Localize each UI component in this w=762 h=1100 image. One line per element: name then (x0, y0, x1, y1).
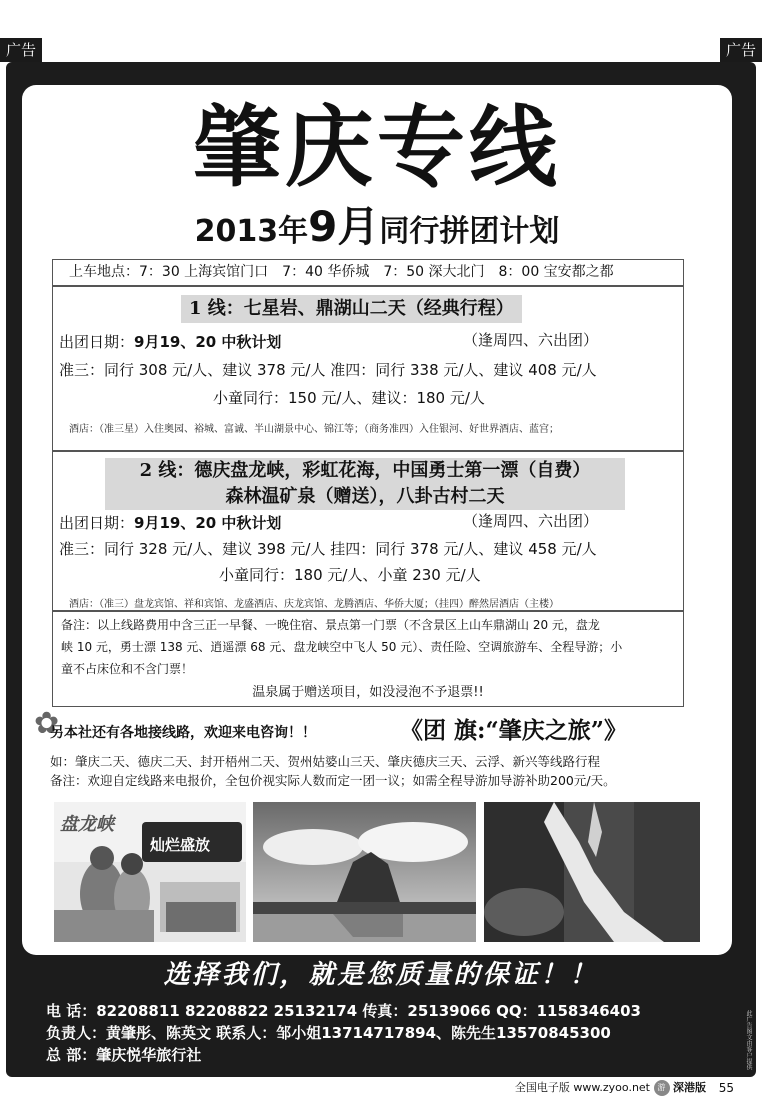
route-1 (52, 286, 684, 451)
route-2-title-line2: 森林温矿泉（赠送），八卦古村二天 (225, 486, 505, 507)
route-1-title: 1 线：七星岩、鼎湖山二天（经典行程） (181, 295, 522, 323)
route-2-date (59, 512, 281, 534)
contact-headquarters: 总 部：肇庆悦华旅行社 (46, 1046, 202, 1064)
slogan: 选择我们，就是您质量的保证！！ (163, 960, 599, 990)
route-1-date (59, 331, 281, 353)
page-title: 肇庆专线 (192, 95, 561, 199)
note-line-3: 童不占床位和不含门票！ (61, 662, 194, 676)
photo-banner-text: 灿烂盛放 (150, 836, 211, 854)
route-2 (52, 451, 684, 611)
route-2-prices: 准三：同行 328 元/人、建议 398 元/人 挂四：同行 378 元/人、建议 458 元/人 (59, 540, 597, 558)
route-2-hotel: 酒店：（准三）盘龙宾馆、祥和宾馆、龙盛酒店、庆龙宾馆、龙腾酒店、华侨大厦；（挂四）醉然居酒店（主楼） (69, 599, 559, 610)
footer-region: 深港版 (673, 1081, 706, 1094)
route-2-title-line1: 2 线：德庆盘龙峡，彩虹花海，中国勇士第一漂（自费） (139, 460, 591, 481)
photo-waterfall (484, 802, 700, 942)
side-note: 此广告图文由客户提供 (745, 1010, 752, 1070)
route-1-child-price: 小童同行：150 元/人、建议：180 元/人 (213, 389, 485, 407)
route-2-schedule: （逢周四、六出团） (463, 512, 599, 530)
info-remark: 备注：欢迎自定线路来电报价，全包价视实际人数而定一团一议；如需全程导游加导游补助200元/天。 (50, 773, 616, 788)
route-2-child-price: 小童同行：180 元/人、小童 230 元/人 (219, 566, 481, 584)
note-line-4: 温泉属于赠送项目，如没浸泡不予退票!! (252, 685, 484, 700)
route-1-date-value: 9月19、20 中秋计划 (134, 333, 282, 351)
butterfly-icon: ✿ (34, 706, 60, 741)
route-1-prices: 准三：同行 308 元/人、建议 378 元/人 准四：同行 338 元/人、建议 408 元/人 (59, 361, 597, 379)
subtitle-month: 9月 (308, 202, 380, 251)
info-routes: 如：肇庆二天、德庆二天、封开梧州二天、贺州姑婆山三天、肇庆德庆三天、云浮、新兴等线路行程 (50, 754, 601, 769)
route-2-title (105, 458, 625, 510)
subtitle-text: 同行拼团计划 (379, 214, 560, 249)
route-1-schedule: （逢周四、六出团） (463, 331, 599, 349)
photo-brand: 盘龙峡 (60, 814, 114, 835)
contact-person: 负责人：黄肇彤、陈英文 联系人：邹小姐13714717894、陈先生13570845300 (46, 1024, 611, 1042)
footer-edition[interactable]: 全国电子版 www.zyoo.net (514, 1081, 650, 1094)
note-line-1: 备注：以上线路费用中含三正一早餐、一晚住宿、景点第一门票（不含景区上山车鼎湖山 20 元，盘龙 (61, 618, 600, 632)
promo-message: 另本社还有各地接线路，欢迎来电咨询！！ (50, 725, 316, 741)
promo-row (34, 706, 734, 748)
contact-phone: 电 话：82208811 82208822 25132174 传真：25139066 QQ：1158346403 (46, 1002, 641, 1020)
ad-label-right: 广告 (720, 38, 762, 62)
photo-panlongxia (54, 802, 246, 942)
route-2-date-label: 出团日期： (59, 514, 135, 532)
tour-flag-name: 《团 旗:“肇庆之旅”》 (400, 717, 627, 744)
fee-note (52, 611, 684, 707)
footer (515, 1080, 706, 1096)
ad-label-left: 广告 (0, 38, 42, 62)
route-1-hotel: 酒店：（准三星）入住奥园、裕城、富诚、半山湖景中心、锦江等；（商务准四）入住银河、好世界酒店、蓝宫； (69, 424, 559, 435)
photo-seven-star-crags (253, 802, 476, 942)
note-line-2: 峡 10 元，勇士漂 138 元、逍遥漂 68 元、盘龙峡空中飞人 50 元）、责任险、空调旅游车、全程导游；小 (61, 640, 623, 654)
subtitle-year: 2013年 (194, 214, 309, 249)
plan-subtitle (22, 202, 732, 254)
route-2-date-value: 9月19、20 中秋计划 (134, 514, 282, 532)
pickup-points: 上车地点：7：30 上海宾馆门口 7：40 华侨城 7：50 深大北门 8：00 宝安都之都 (52, 259, 684, 286)
route-1-date-label: 出团日期： (59, 333, 135, 351)
brand-logo-icon: 游 (654, 1080, 670, 1096)
page-number: 55 (718, 1081, 734, 1095)
